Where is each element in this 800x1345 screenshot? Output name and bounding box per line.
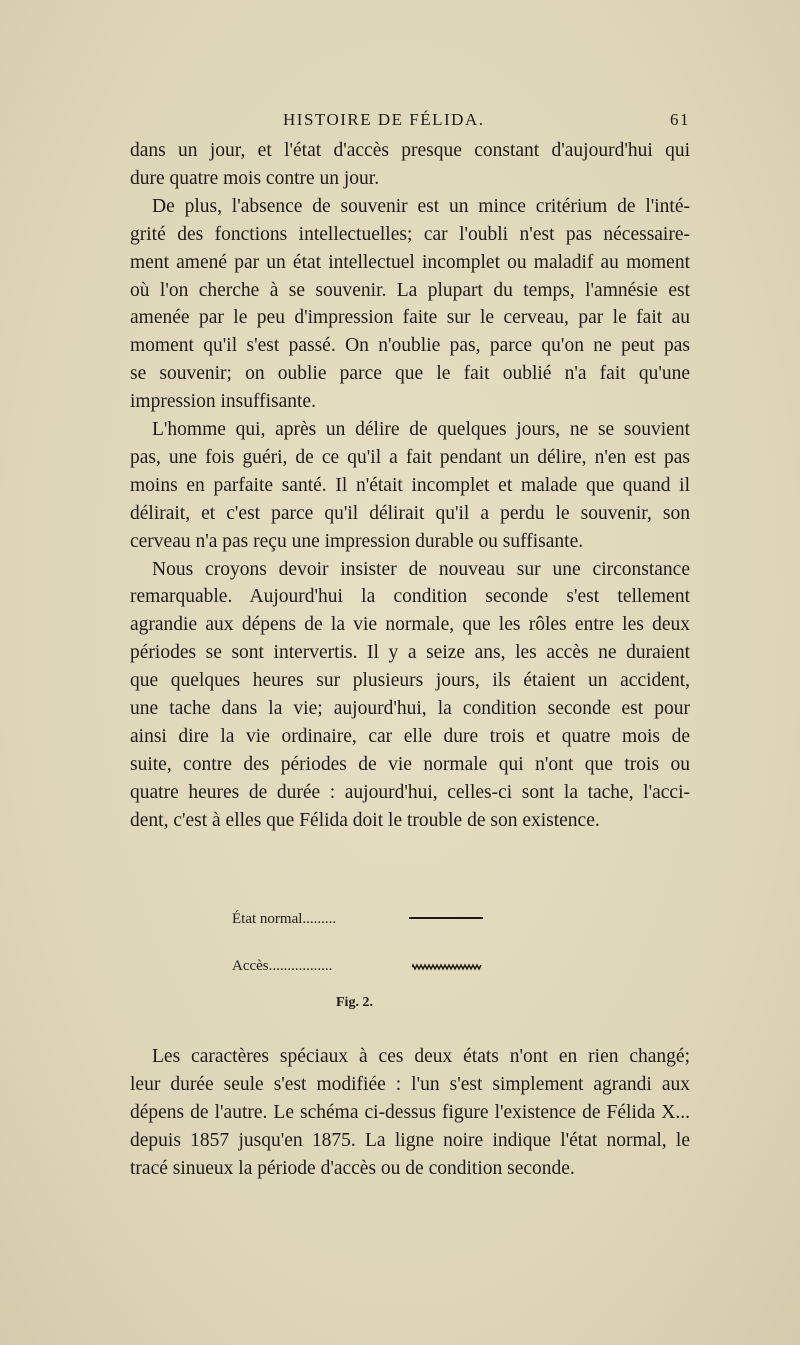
text-line: Nous croyons devoir insister de nouveau sur une circonstance <box>152 558 690 580</box>
text-line: suite, contre des périodes de vie normale qui n'ont que trois ou <box>130 753 690 775</box>
page-number: 61 <box>670 110 690 129</box>
legend-wavy-line <box>412 962 484 972</box>
legend-label-acces: Accès................. <box>232 958 333 974</box>
text-line: L'homme qui, après un délire de quelques jours, ne se souvient <box>152 419 690 440</box>
legend-label-normal: État normal......... <box>232 911 337 927</box>
text-line: ainsi dire la vie ordinaire, car elle dure trois et quatre mois de <box>130 725 690 747</box>
text-line: dépens de l'autre. Le schéma ci-dessus figure l'existence de Félida X... <box>130 1102 690 1123</box>
text-line: amenée par le peu d'impression faite sur le cerveau, par le fait au <box>130 307 690 329</box>
text-line: que quelques heures sur plusieurs jours, ils étaient un accident, <box>130 670 690 692</box>
text-line: dure quatre mois contre un jour. <box>130 167 380 189</box>
running-header-title: HISTOIRE DE FÉLIDA. <box>283 110 485 129</box>
text-line: où l'on cherche à se souvenir. La plupart du temps, l'amnésie est <box>130 279 690 301</box>
text-line: pas, une fois guéri, de ce qu'il a fait pendant un délire, n'en est pas <box>130 446 690 468</box>
text-line: se souvenir; on oublie parce que le fait oublié n'a fait qu'une <box>130 363 690 385</box>
text-line: grité des fonctions intellectuelles; car l'oubli n'est pas nécessaire- <box>130 223 690 245</box>
text-line: remarquable. Aujourd'hui la condition seconde s'est tellement <box>130 586 690 608</box>
text-line: tracé sinueux la période d'accès ou de condition seconde. <box>130 1158 575 1179</box>
text-line: depuis 1857 jusqu'en 1875. La ligne noire indique l'état normal, le <box>130 1130 690 1151</box>
text-line: délirait, et c'est parce qu'il délirait qu'il a perdu le souvenir, son <box>130 502 690 524</box>
text-line: moins en parfaite santé. Il n'était incomplet et malade que quand il <box>130 474 690 496</box>
text-line: cerveau n'a pas reçu une impression durable ou suffisante. <box>130 530 584 552</box>
text-line: Les caractères spéciaux à ces deux états n'ont en rien changé; <box>152 1046 690 1067</box>
text-line: impression insuffisante. <box>130 391 316 413</box>
text-line: ment amené par un état intellectuel incomplet ou maladif au moment <box>130 251 690 273</box>
text-line: une tache dans la vie; aujourd'hui, la condition seconde est pour <box>130 698 690 719</box>
figure-caption: Fig. 2. <box>336 995 373 1010</box>
text-line: dent, c'est à elles que Félida doit le trouble de son existence. <box>130 809 600 831</box>
text-line: périodes se sont intervertis. Il y a seize ans, les accès ne duraient <box>130 642 690 664</box>
legend-solid-line <box>408 914 484 922</box>
text-line: quatre heures de durée : aujourd'hui, celles-ci sont la tache, l'acci- <box>130 781 690 803</box>
text-line: dans un jour, et l'état d'accès presque constant d'aujourd'hui qui <box>130 140 690 161</box>
text-line: moment qu'il s'est passé. On n'oublie pas, parce qu'on ne peut pas <box>130 335 690 357</box>
text-line: leur durée seule s'est modifiée : l'un s'est simplement agrandi aux <box>130 1074 690 1095</box>
text-line: De plus, l'absence de souvenir est un mince critérium de l'inté- <box>152 195 690 217</box>
text-line: agrandie aux dépens de la vie normale, que les rôles entre les deux <box>130 614 690 636</box>
